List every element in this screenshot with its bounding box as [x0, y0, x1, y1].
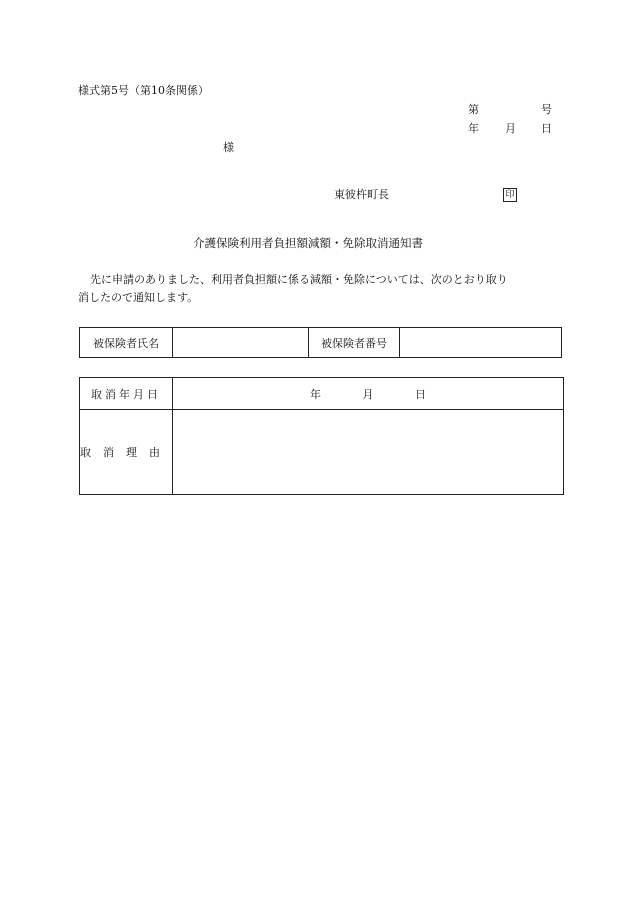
cancel-reason-label: 取消理由: [80, 410, 173, 495]
cancel-date-label: 取消年月日: [80, 378, 173, 410]
insured-info-table: [79, 327, 562, 358]
cancel-date-year: 年: [310, 387, 321, 401]
cancel-date-day: 日: [415, 387, 426, 401]
body-text-line2: 消したので通知します。: [78, 291, 199, 304]
issuer-name: 東彼杵町長: [334, 188, 389, 201]
date-day-label: 日: [541, 122, 552, 135]
notice-number-suffix: 号: [541, 103, 552, 116]
cancel-date-field[interactable]: [173, 378, 564, 410]
notice-number-prefix: 第: [468, 103, 479, 116]
insured-number-label: 被保険者番号: [309, 328, 400, 358]
insured-name-label: 被保険者氏名: [80, 328, 173, 358]
addressee-suffix: 様: [223, 141, 234, 154]
cancel-reason-field[interactable]: [173, 410, 564, 495]
date-month-label: 月: [505, 122, 516, 135]
cancel-date-month: 月: [362, 387, 374, 401]
cancellation-table: [79, 377, 564, 495]
insured-number-field[interactable]: [400, 328, 562, 358]
date-year-label: 年: [468, 122, 479, 135]
form-number: 様式第5号（第10条関係）: [78, 84, 209, 97]
body-text-line1: 先に申請のありました、利用者負担額に係る減額・免除については、次のとおり取り: [90, 273, 508, 286]
seal-mark: 印: [503, 188, 517, 202]
document-title: 介護保険利用者負担額減額・免除取消通知書: [193, 236, 423, 250]
insured-name-field[interactable]: [173, 328, 309, 358]
